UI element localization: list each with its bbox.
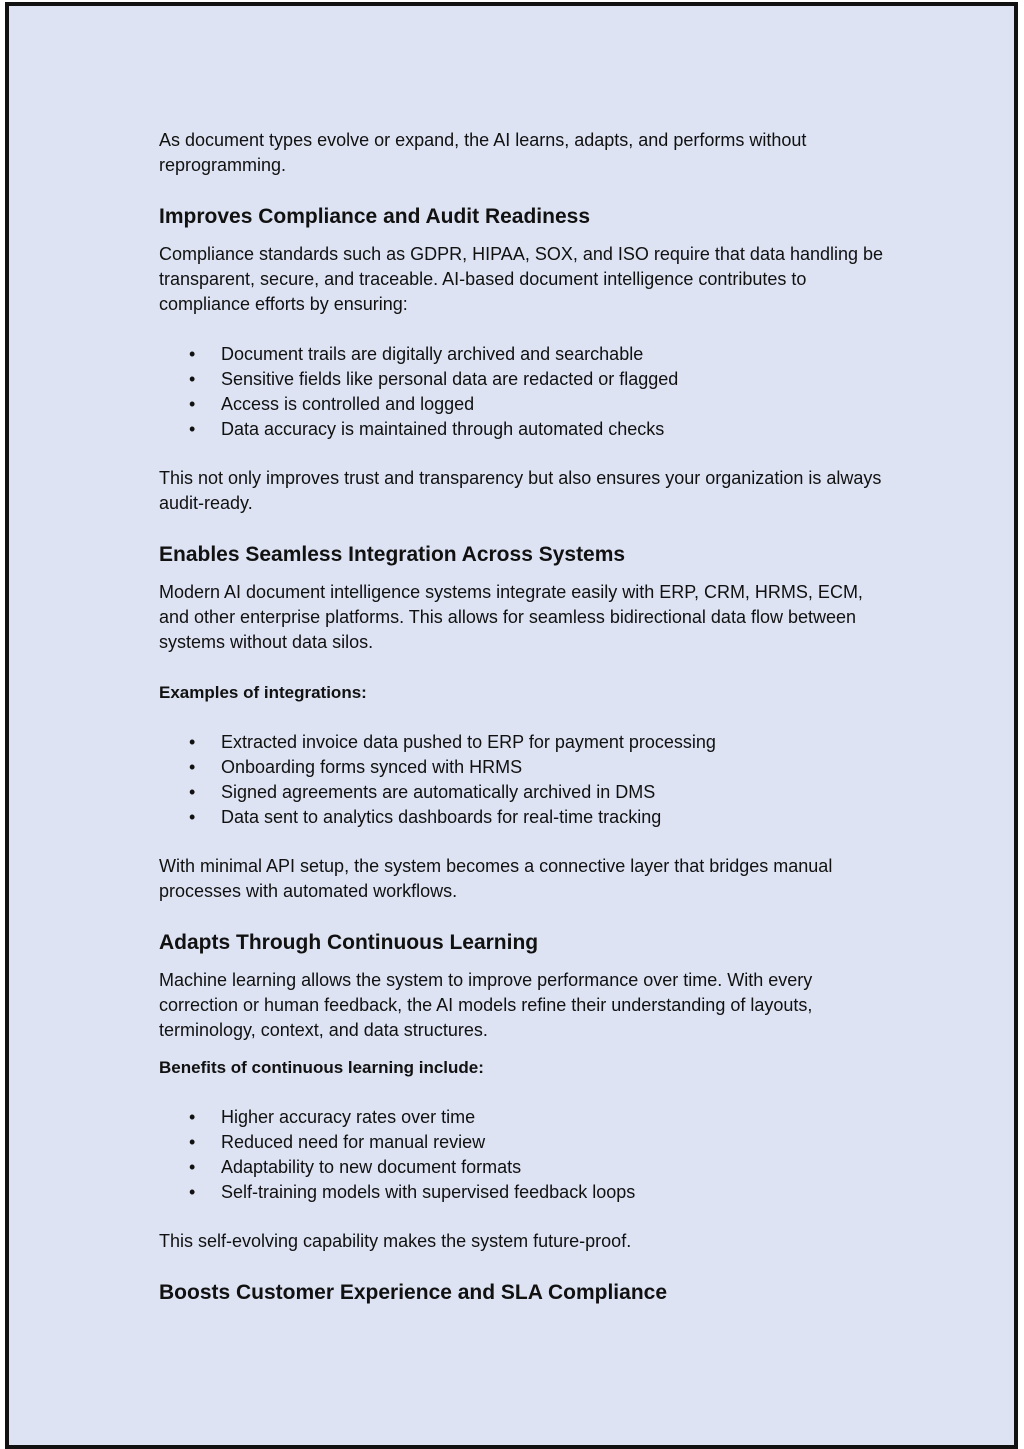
list-item: • Sensitive fields like personal data are redacted or flagged xyxy=(159,367,889,392)
customer-heading: Boosts Customer Experience and SLA Compliance xyxy=(159,1281,668,1304)
integration-paragraph: Modern AI document intelligence systems integrate easily with ERP, CRM, HRMS, ECM, and other enterprise platforms. This allows for seamless bidirectional data flow between systems without data silos. xyxy=(159,582,863,652)
list-item: • Document trails are digitally archived and searchable xyxy=(159,342,889,367)
compliance-list xyxy=(159,342,889,442)
document-body xyxy=(159,128,889,1307)
document-page xyxy=(5,2,1018,1449)
integration-list xyxy=(159,730,889,830)
learning-list xyxy=(159,1105,889,1205)
compliance-paragraph: Compliance standards such as GDPR, HIPAA, SOX, and ISO require that data handling be transparent, secure, and traceable. AI-based document intelligence contributes to compliance efforts by ensuring: xyxy=(159,244,884,314)
list-item: • Adaptability to new document formats xyxy=(159,1155,889,1180)
list-item: • Onboarding forms synced with HRMS xyxy=(159,755,889,780)
compliance-heading: Improves Compliance and Audit Readiness xyxy=(159,205,590,228)
list-item: • Reduced need for manual review xyxy=(159,1130,889,1155)
list-item: • Higher accuracy rates over time xyxy=(159,1105,889,1130)
list-item: • Self-training models with supervised feedback loops xyxy=(159,1180,889,1205)
intro-paragraph: As document types evolve or expand, the AI learns, adapts, and performs without reprogramming. xyxy=(159,130,807,175)
list-item: • Extracted invoice data pushed to ERP for payment processing xyxy=(159,730,889,755)
learning-subheading: Benefits of continuous learning include: xyxy=(159,1058,484,1077)
integration-closing: With minimal API setup, the system becomes a connective layer that bridges manual processes with automated workflows. xyxy=(159,856,833,901)
integration-heading: Enables Seamless Integration Across Systems xyxy=(159,543,626,566)
compliance-closing: This not only improves trust and transparency but also ensures your organization is always audit-ready. xyxy=(159,468,882,513)
list-item: • Data accuracy is maintained through automated checks xyxy=(159,417,889,442)
integration-subheading: Examples of integrations: xyxy=(159,683,367,702)
list-item: • Access is controlled and logged xyxy=(159,392,889,417)
learning-closing: This self-evolving capability makes the system future-proof. xyxy=(159,1231,632,1251)
learning-heading: Adapts Through Continuous Learning xyxy=(159,931,539,954)
list-item: • Signed agreements are automatically archived in DMS xyxy=(159,780,889,805)
list-item: • Data sent to analytics dashboards for real-time tracking xyxy=(159,805,889,830)
learning-paragraph: Machine learning allows the system to improve performance over time. With every correction or human feedback, the AI models refine their understanding of layouts, terminology, context, and data structures. xyxy=(159,970,813,1040)
